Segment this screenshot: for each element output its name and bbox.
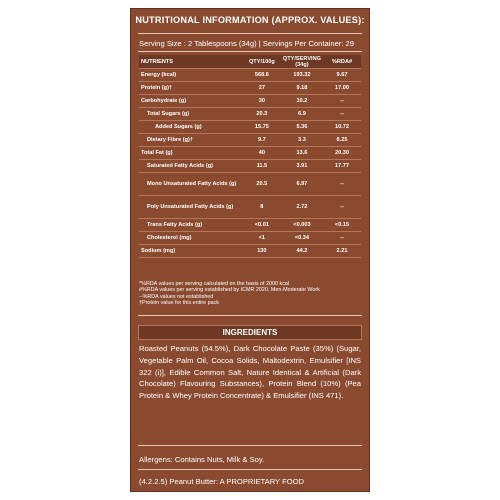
qty-per-100g: 27 xyxy=(243,82,281,95)
qty-per-serving: 6.9 xyxy=(281,108,323,121)
rda-percent: 17.00 xyxy=(323,82,361,95)
divider xyxy=(138,315,362,316)
nutrient-name: Protein (g)† xyxy=(139,82,243,95)
qty-per-serving: 13.6 xyxy=(281,147,323,160)
table-row xyxy=(139,69,361,82)
qty-per-100g: 20.5 xyxy=(243,173,281,196)
table-row xyxy=(139,95,361,108)
rda-percent: 20.30 xyxy=(323,147,361,160)
rda-percent: 2.21 xyxy=(323,245,361,258)
qty-per-serving: 2.72 xyxy=(281,196,323,219)
table-row xyxy=(139,219,361,232)
rda-percent: -- xyxy=(323,95,361,108)
nutrient-name: Added Sugars (g) xyxy=(139,121,243,134)
col-per100: QTY/100g xyxy=(243,55,281,69)
qty-per-100g: 11.5 xyxy=(243,160,281,173)
footnote: --%RDA values not established xyxy=(139,293,214,300)
nutrient-name: Dietary Fibre (g)† xyxy=(139,134,243,147)
qty-per-100g: 130 xyxy=(243,245,281,258)
nutrient-name: Total Sugars (g) xyxy=(139,108,243,121)
divider xyxy=(138,51,362,52)
ingredients-text: Roasted Peanuts (54.5%), Dark Chocolate Paste (35%) (Sugar, Vegetable Palm Oil, Cocoa Solids, Maltodextrin, Emulsifier [INS 322 (i)], Edible Common Salt, Nature Identical & Artificial (Dark Chocolate) Flavouring Substances), Protein Blend (10%) (Pea Protein & Whey Protein Concentrate) & Emulsifier (INS 471). xyxy=(139,344,361,401)
col-nutrients: NUTRIENTS xyxy=(139,55,243,69)
rda-percent: -- xyxy=(323,196,361,219)
rda-percent: -- xyxy=(323,108,361,121)
rda-percent: 9.67 xyxy=(323,69,361,82)
footnotes xyxy=(139,281,320,307)
allergen-info: Allergens: Contains Nuts, Milk & Soy. xyxy=(139,455,265,464)
nutrient-name: Sodium (mg) xyxy=(139,245,243,258)
serving-info: Serving Size : 2 Tablespoons (34g) | Servings Per Container: 29 xyxy=(139,39,354,48)
rda-percent: -- xyxy=(323,232,361,245)
qty-per-serving: 3.91 xyxy=(281,160,323,173)
qty-per-100g: 9.7 xyxy=(243,134,281,147)
divider xyxy=(138,445,362,446)
qty-per-serving: 6.97 xyxy=(281,173,323,196)
footnote: #%RDA values per serving established by ICMR 2020, Men-Moderate Work xyxy=(139,287,320,294)
divider xyxy=(138,33,362,34)
rda-percent: <0.15 xyxy=(323,219,361,232)
qty-per-serving: 3.3 xyxy=(281,134,323,147)
rda-percent: 17.77 xyxy=(323,160,361,173)
nutrient-name: Total Fat (g) xyxy=(139,147,243,160)
footnote: †Protein value for this entire pack xyxy=(139,300,220,307)
nutrient-name: Poly Unsaturated Fatty Acids (g) xyxy=(139,196,243,219)
qty-per-100g: 40 xyxy=(243,147,281,160)
footnote: *%RDA values per serving calculated on the basis of 2000 kcal xyxy=(139,281,290,287)
table-row xyxy=(139,82,361,95)
nutrient-name: Cholesterol (mg) xyxy=(139,232,243,245)
qty-per-serving: <0.003 xyxy=(281,219,323,232)
table-header-row xyxy=(139,55,361,69)
table-row xyxy=(139,196,361,219)
table-row xyxy=(139,232,361,245)
nutrient-name: Mono Unsaturated Fatty Acids (g) xyxy=(139,173,243,196)
qty-per-serving: <0.34 xyxy=(281,232,323,245)
qty-per-100g: <1 xyxy=(243,232,281,245)
ingredients-heading: INGREDIENTS xyxy=(138,325,362,340)
nutrition-table xyxy=(139,55,361,258)
table-row xyxy=(139,108,361,121)
qty-per-serving: 193.32 xyxy=(281,69,323,82)
table-row xyxy=(139,245,361,258)
rda-percent: 10.72 xyxy=(323,121,361,134)
qty-per-serving: 9.18 xyxy=(281,82,323,95)
table-row xyxy=(139,160,361,173)
qty-per-serving: 10.2 xyxy=(281,95,323,108)
nutrient-name: Energy (kcal) xyxy=(139,69,243,82)
qty-per-100g: <0.01 xyxy=(243,219,281,232)
qty-per-serving: 44.2 xyxy=(281,245,323,258)
table-row xyxy=(139,121,361,134)
nutrition-label-panel xyxy=(130,8,370,492)
divider xyxy=(138,469,362,470)
nutrition-table-body xyxy=(139,69,361,258)
table-row xyxy=(139,147,361,160)
qty-per-100g: 30 xyxy=(243,95,281,108)
rda-percent: 8.25 xyxy=(323,134,361,147)
col-per-serving: QTY/SERVING (34g) xyxy=(282,55,321,68)
nutrient-name: Carbohydrate (g) xyxy=(139,95,243,108)
nutrient-name: Saturated Fatty Acids (g) xyxy=(139,160,243,173)
table-row xyxy=(139,173,361,196)
qty-per-100g: 568.6 xyxy=(243,69,281,82)
table-row xyxy=(139,134,361,147)
rda-percent: -- xyxy=(323,173,361,196)
qty-per-100g: 15.75 xyxy=(243,121,281,134)
qty-per-serving: 5.36 xyxy=(281,121,323,134)
col-rda: %RDA# xyxy=(323,55,361,69)
nutrition-title: NUTRITIONAL INFORMATION (APPROX. VALUES): xyxy=(135,15,365,25)
qty-per-100g: 20.3 xyxy=(243,108,281,121)
product-category: (4.2.2.5) Peanut Butter: A PROPRIETARY FOOD xyxy=(139,477,305,486)
qty-per-100g: 8 xyxy=(243,196,281,219)
nutrient-name: Trans Fatty Acids (g) xyxy=(139,219,243,232)
